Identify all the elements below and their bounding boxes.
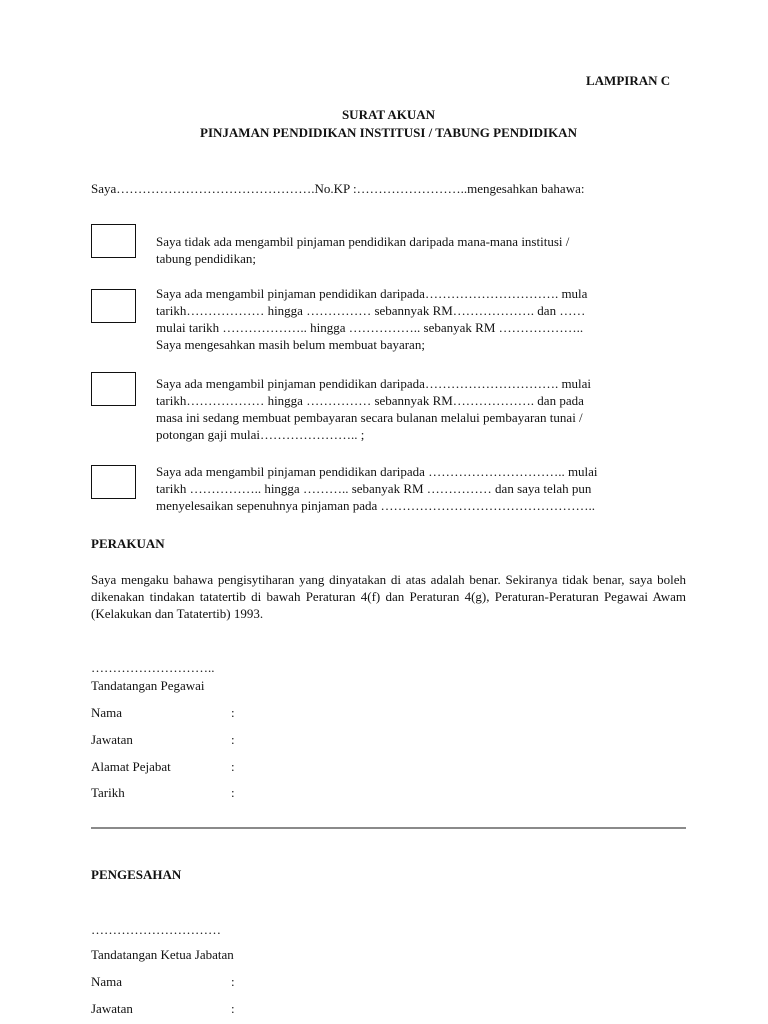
option-line: Saya mengesahkan masih belum membuat bayaran; [156,337,425,352]
head-position-label: Jawatan [91,1001,133,1016]
head-signature-label: Tandatangan Ketua Jabatan [91,947,234,962]
head-name-field[interactable]: : [231,974,235,989]
employee-signature-line[interactable]: ……………………….. [91,660,215,675]
employee-position-label: Jawatan [91,732,133,747]
declaration-text: Saya mengaku bahawa pengisytiharan yang dinyatakan di atas adalah benar. Sekiranya tidak benar, saya boleh dikenakan tindakan tatatertib di bawah Peraturan 4(f) dan Peraturan 4(g), Peraturan-Peraturan Pegawai Awam (Kelakukan dan Tatatertib) 1993. [91,572,686,621]
option-line: tarikh……………… hingga …………… sebannyak RM………………. dan pada [156,393,584,408]
option-line: tarikh …………….. hingga ……….. sebanyak RM …………… dan saya telah pun [156,481,592,496]
employee-date-label: Tarikh [91,785,125,800]
option-2-checkbox[interactable] [91,289,136,323]
option-line: Saya ada mengambil pinjaman pendidikan daripada…………………………. mula [156,286,588,301]
option-4-checkbox[interactable] [91,465,136,499]
option-3-checkbox[interactable] [91,372,136,406]
employee-office-address-label: Alamat Pejabat [91,759,171,774]
option-line: mulai tarikh ……………….. hingga …………….. sebanyak RM ……………….. [156,320,584,335]
option-line: Saya tidak ada mengambil pinjaman pendidikan daripada mana-mana institusi / [156,234,570,249]
option-line: tabung pendidikan; [156,251,257,266]
employee-name-field[interactable]: : [231,705,235,720]
option-line: Saya ada mengambil pinjaman pendidikan daripada…………………………. mulai [156,376,592,391]
head-signature-line[interactable]: ………………………… [91,922,221,937]
employee-name-label: Nama [91,705,123,720]
option-line: masa ini sedang membuat pembayaran secara bulanan melalui pembayaran tunai / [156,410,583,425]
head-name-label: Nama [91,974,123,989]
employee-signature-label: Tandatangan Pegawai [91,678,205,693]
employee-date-field[interactable]: : [231,785,235,800]
option-4-text [156,463,686,514]
intro-statement[interactable]: Saya……………………………………….No.KP :……………………..mengesahkan bahawa: [91,181,585,196]
document-title: SURAT AKUAN [341,107,436,122]
option-2-text [156,285,686,353]
option-1-text [156,233,686,267]
option-3-text [156,375,686,443]
document-subtitle: PINJAMAN PENDIDIKAN INSTITUSI / TABUNG PENDIDIKAN [200,125,577,140]
option-line: Saya ada mengambil pinjaman pendidikan daripada ………………………….. mulai [156,464,598,479]
annex-label: LAMPIRAN C [586,73,671,88]
head-position-field[interactable]: : [231,1001,235,1016]
option-line: potongan gaji mulai………………….. ; [156,427,365,442]
option-line: tarikh……………… hingga …………… sebannyak RM………………. dan …… [156,303,586,318]
endorsement-heading: PENGESAHAN [91,867,182,882]
option-line: menyelesaikan sepenuhnya pinjaman pada ………………………………………….. [156,498,596,513]
option-1-checkbox[interactable] [91,224,136,258]
employee-office-address-field[interactable]: : [231,759,235,774]
section-divider [91,827,686,829]
employee-position-field[interactable]: : [231,732,235,747]
declaration-heading: PERAKUAN [91,536,165,551]
